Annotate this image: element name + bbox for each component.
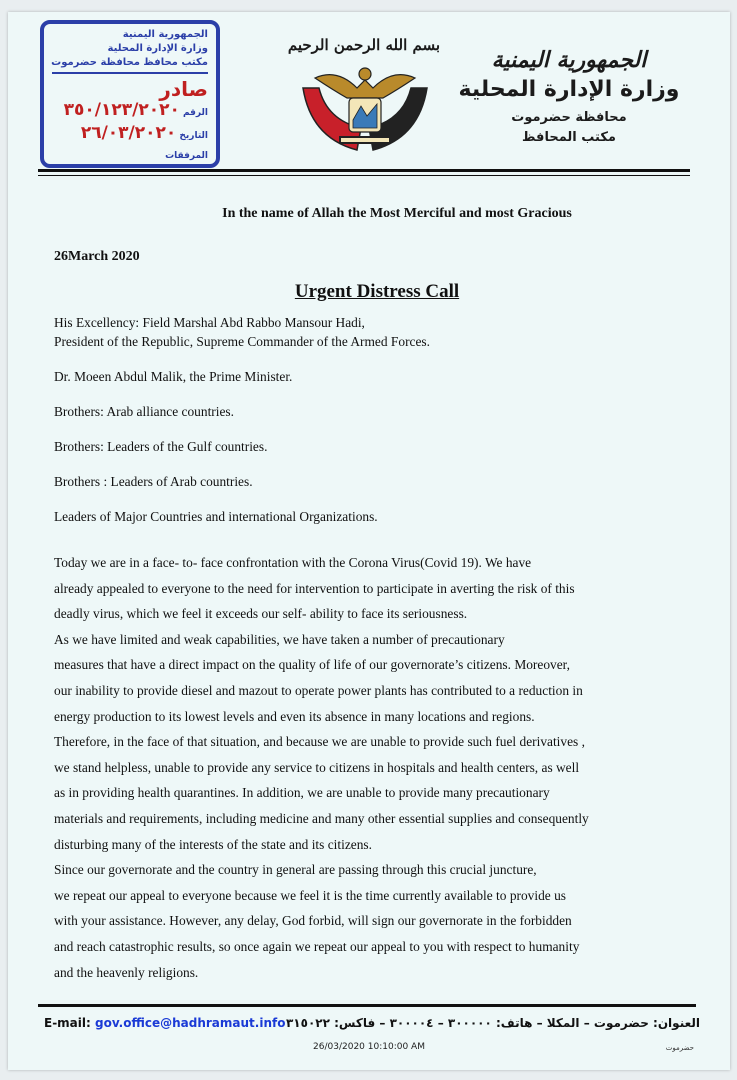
recipient-line: Dr. Moeen Abdul Malik, the Prime Minister. [54,369,293,384]
body-line: deadly virus, which we feel it exceeds our self- ability to face its seriousness. [54,606,468,622]
recipient-line: Leaders of Major Countries and international Organizations. [54,509,378,524]
stamp-header [52,28,208,74]
body-line: materials and requirements, including medicine and many other essential supplies and consequently [54,810,589,826]
recipient-line: Brothers: Arab alliance countries. [54,404,234,419]
recipient-line: Brothers: Leaders of the Gulf countries. [54,439,268,454]
body-line: disturbing many of the interests of the state and its citizens. [54,836,372,852]
body-line: already appealed to everyone to the need for intervention to participate in averting the risk of this [54,580,575,596]
letterhead-republic: الجمهورية اليمنية [491,48,647,73]
letterhead-ministry: وزارة الإدارة المحلية [458,77,680,102]
stamp-ministry: وزارة الإدارة المحلية [107,43,208,54]
email-link[interactable]: gov.office@hadhramaut.info [95,1016,286,1030]
body-line: we stand helpless, unable to provide any service to citizens in hospitals and health centers, as well [54,759,580,775]
primary-addressee [54,313,700,351]
national-emblem-block [287,32,440,172]
header-divider-thin [38,175,690,176]
footer-contact [44,1016,700,1030]
body-line: Therefore, in the face of that situation, and because we are unable to provide such fuel derivatives , [54,734,585,750]
letterhead-office: مكتب المحافظ [522,130,616,145]
body-line: As we have limited and weak capabilities, we have taken a number of precautionary [54,631,505,647]
stamp-attachments-label: المرفقات [165,151,208,161]
letter-body [54,206,700,985]
ministry-letterhead [454,46,684,148]
body-line: we repeat our appeal to everyone because we feel it is the time currently available to provide us [54,887,566,903]
letter-date: 26March 2020 [54,249,140,264]
stamp-date-value: ٢٦/٠٣/٢٠٢٠ [80,123,177,143]
body-line: measures that have a direct impact on the quality of life of our governorate’s citizens. Moreover, [54,657,570,673]
letter-title: Urgent Distress Call [294,281,460,302]
print-timestamp: 26/03/2020 10:10:00 AM [313,1042,425,1052]
arabic-contact-info: العنوان: حضرموت – المكلا – هاتف: ٣٠٠٠٠٠ – ٣٠٠٠٠٤ – فاكس: ٣١٥٠٢٢ [285,1016,700,1030]
stamp-number-value: ٣٥٠/١٢٣/٢٠٢٠ [63,100,180,120]
body-line: our inability to provide diesel and mazout to operate power plants has contributed to a reduction in [54,682,583,698]
stamp-number-row [52,100,208,123]
footer-divider [38,1004,696,1007]
body-line: Since our governorate and the country in general are passing through this crucial juncture, [54,862,537,878]
letterhead-governorate: محافظة حضرموت [511,110,627,125]
stamp-issued: صادر [159,77,208,101]
body-line: Today we are in a face- to- face confrontation with the Corona Virus(Covid 19). We have [54,555,532,570]
yemen-eagle-emblem-icon [297,58,433,158]
stamp-republic: الجمهورية اليمنية [122,29,208,40]
footer-small-mark: حضرموت [665,1044,694,1052]
body-line: with your assistance. However, any delay, God forbid, will sign our governorate in the forbidden [54,913,572,929]
basmala: بسم الله الرحمن الرحيم [287,36,440,54]
outgoing-stamp [40,20,220,168]
email-label: E-mail: [44,1016,91,1030]
stamp-date-label: التاريخ [179,131,208,141]
body-line: and the heavenly religions. [54,964,199,980]
stamp-office: مكتب محافظ محافظة حضرموت [51,57,208,68]
body-line: energy production to its lowest levels and even its absence in many locations and regions. [54,708,535,724]
body-line: and reach catastrophic results, so once again we repeat our appeal to you with respect to humanity [54,938,580,954]
stamp-attachments-row [52,146,208,166]
opening-invocation: In the name of Allah the Most Merciful and most Gracious [222,206,572,221]
body-line: as in providing health quarantines. In addition, we are unable to provide many precautionary [54,785,550,801]
recipient-line: Brothers : Leaders of Arab countries. [54,474,253,489]
addressee-line: President of the Republic, Supreme Commander of the Armed Forces. [54,334,430,349]
letter-paragraph [54,550,700,985]
stamp-date-row [52,123,208,146]
header-divider-thick [38,169,690,172]
letter-page [8,12,730,1070]
addressee-line: His Excellency: Field Marshal Abd Rabbo Mansour Hadi, [54,315,365,330]
stamp-number-label: الرقم [182,108,208,118]
